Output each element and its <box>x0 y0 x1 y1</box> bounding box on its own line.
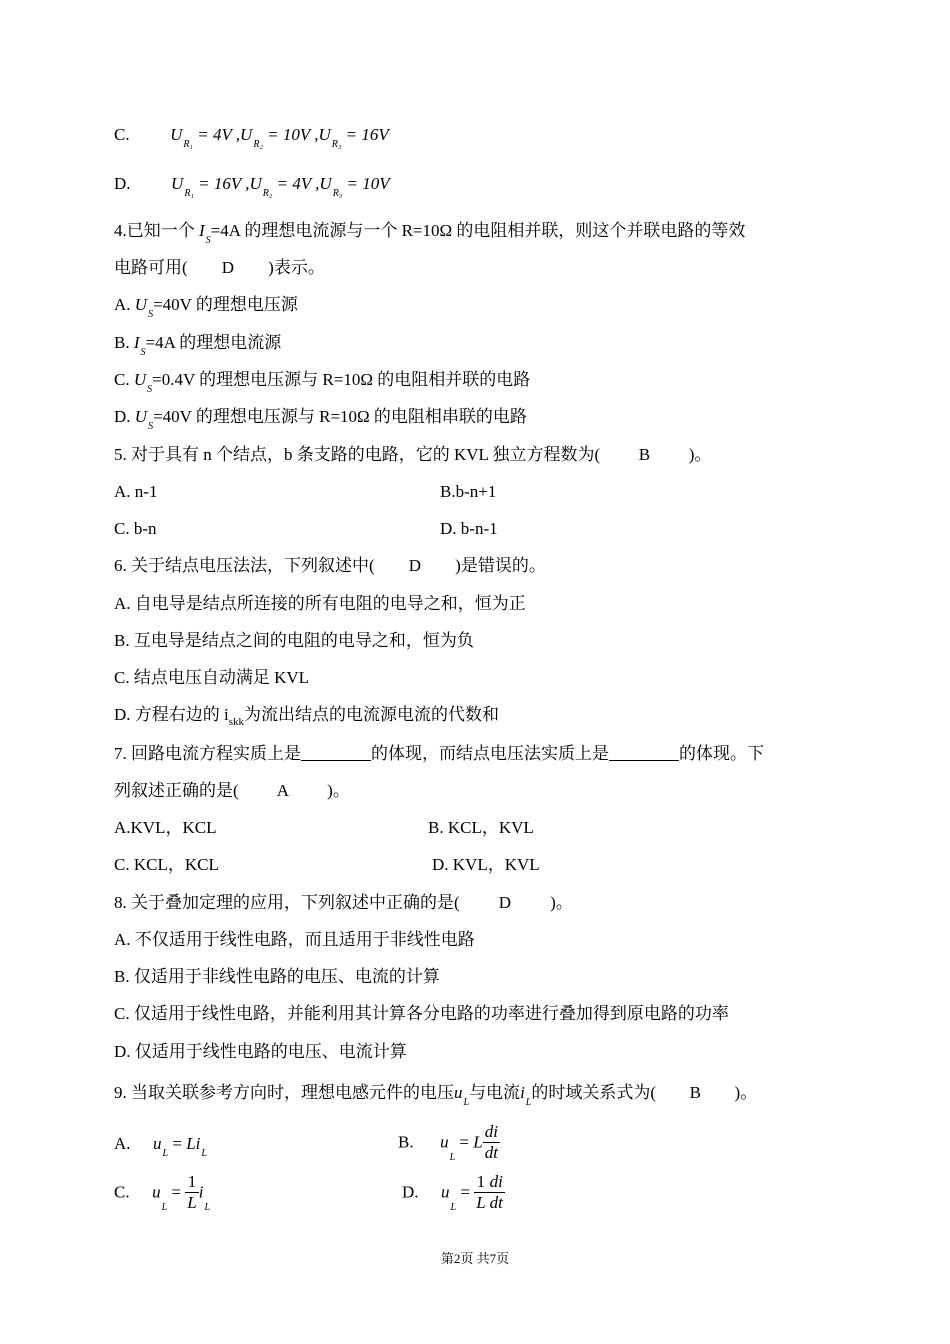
eq-sign: = <box>171 1182 181 1202</box>
q4-option-a <box>114 293 298 327</box>
q8-option-d: D. 仅适用于线性电路的电压、电流计算 <box>114 1042 407 1061</box>
fill-blank <box>609 742 679 761</box>
option-symbol: I <box>133 333 140 352</box>
q8-option-a: A. 不仅适用于线性电路，而且适用于非线性电路 <box>114 930 475 949</box>
q4-symbol: I <box>199 221 205 240</box>
option-label: C. <box>114 125 130 144</box>
option-text: =40V 的理想电压源 <box>153 295 298 314</box>
q7-option-c: C. KCL，KCL <box>114 855 219 874</box>
q9-text-a: 9. 当取关联参考方向时，理想电感元件的电压 <box>114 1083 454 1102</box>
q6-option-c: C. 结点电压自动满足 KVL <box>114 668 310 687</box>
q4-text-a: 4.已知一个 <box>114 221 195 240</box>
q6-option-d-b: 为流出结点的电流源电流的代数和 <box>244 705 500 724</box>
page-footer: 第2页 共7页 <box>440 1251 510 1266</box>
q6-text-b: )是错误的。 <box>455 556 546 575</box>
q7-answer: A <box>276 781 290 800</box>
eq-part: = 10V <box>346 174 390 193</box>
q6-option-a: A. 自电导是结点所连接的所有电阻的电导之和，恒为正 <box>114 594 526 613</box>
frac-num: 1 <box>185 1172 198 1193</box>
q9-stem <box>114 1081 757 1115</box>
fraction-di-dt <box>483 1122 500 1163</box>
q5-text-b: )。 <box>688 445 712 464</box>
q5-option-b: B.b-n+1 <box>440 482 497 501</box>
q7-text-c: 的体现。下 <box>679 744 764 763</box>
option-label: A. <box>114 295 131 314</box>
option-label: B. <box>398 1132 414 1152</box>
q8-answer: D <box>498 893 512 912</box>
q7-stem <box>114 742 764 766</box>
q7-line2-a: 列叙述正确的是( <box>114 781 239 800</box>
q5-option-a: A. n-1 <box>114 482 158 501</box>
q8-text-a: 8. 关于叠加定理的应用，下列叙述中正确的是( <box>114 893 460 912</box>
eq-sub: L <box>201 1148 207 1159</box>
option-symbol: U <box>134 407 148 426</box>
option-sub: S <box>148 309 154 320</box>
q6-stem <box>114 554 546 578</box>
q4-stem <box>114 219 745 253</box>
q3-option-d: D. $U_{R_1} = 16V$ $,U_{R_2} = 4V$ $,U_{R_3} = 10V$ <box>114 174 390 199</box>
q4-option-d <box>114 405 527 439</box>
frac-num: 1 <box>474 1172 487 1193</box>
option-text: =4A 的理想电流源 <box>145 333 282 352</box>
q5-answer: B <box>638 445 651 464</box>
eq-sign: = <box>172 1134 182 1153</box>
q4-option-b <box>114 331 281 365</box>
q9-option-d <box>402 1172 505 1218</box>
option-label: B. <box>114 333 130 352</box>
frac-den: L <box>187 1193 197 1212</box>
option-symbol: U <box>134 295 148 314</box>
option-label: D. <box>114 174 131 193</box>
eq-part: = 10V , <box>267 125 319 144</box>
eq-i: i <box>198 1182 204 1202</box>
eq-sub: L <box>162 1148 169 1159</box>
q4-answer: D <box>221 258 235 277</box>
q9-i: i <box>520 1083 525 1102</box>
option-symbol: U <box>133 370 147 389</box>
q6-option-d <box>114 703 499 734</box>
frac-den: L <box>476 1193 486 1212</box>
q6-option-b: B. 互电导是结点之间的电阻的电导之和，恒为负 <box>114 631 474 650</box>
q6-answer: D <box>408 556 422 575</box>
q9-text-b: 与电流 <box>469 1083 521 1102</box>
frac-num: di <box>484 1122 498 1141</box>
frac-num: di <box>489 1172 503 1191</box>
option-label: A. <box>114 1134 131 1153</box>
option-label: C. <box>114 370 130 389</box>
eq-part: = 4V , <box>197 125 241 144</box>
eq-li: Li <box>186 1134 201 1153</box>
q6-text-a: 6. 关于结点电压法法，下列叙述中( <box>114 556 375 575</box>
q9-sub: L <box>463 1097 470 1108</box>
q4-text-b: =4A 的理想电流源与一个 R=10Ω 的电阻相并联，则这个并联电路的等效 <box>210 221 746 240</box>
eq-sub: L <box>449 1152 456 1164</box>
option-text: =40V 的理想电压源与 R=10Ω 的电阻相串联的电路 <box>153 407 527 426</box>
q6-option-d-a: D. 方程右边的 i <box>114 705 229 724</box>
eq-L: L <box>473 1132 483 1152</box>
q4-sub: S <box>205 235 211 246</box>
q7-line2-b: )。 <box>327 781 350 800</box>
q7-stem-line2 <box>114 779 350 803</box>
eq-part: = 4V , <box>276 174 320 193</box>
q9-option-b <box>398 1122 500 1168</box>
frac-den: dt <box>484 1143 498 1162</box>
q7-text-a: 7. 回路电流方程实质上是 <box>114 744 301 763</box>
fraction-di-dt <box>488 1172 505 1213</box>
q4-option-c <box>114 368 530 402</box>
q4-line2-a: 电路可用( <box>114 258 188 277</box>
eq-sub: L <box>450 1202 457 1214</box>
q9-sub: L <box>525 1097 532 1108</box>
eq-sub: L <box>161 1202 168 1214</box>
q7-option-d: D. KVL，KVL <box>432 855 540 874</box>
q5-text-a: 5. 对于具有 n 个结点，b 条支路的电路，它的 KVL 独立方程数为( <box>114 445 601 464</box>
q9-answer: B <box>689 1083 701 1102</box>
frac-den: dt <box>489 1193 503 1212</box>
q7-text-b: 的体现，而结点电压法实质上是 <box>371 744 609 763</box>
fill-blank <box>301 742 371 761</box>
eq-u: u <box>152 1182 161 1202</box>
eq-u: u <box>440 1132 449 1152</box>
option-label: D. <box>114 407 131 426</box>
eq-sign: = <box>460 1182 470 1202</box>
q9-text-c: 的时域关系式为( <box>531 1083 657 1102</box>
q8-option-c: C. 仅适用于线性电路，并能利用其计算各分电路的功率进行叠加得到原电路的功率 <box>114 1004 729 1023</box>
q9-u: u <box>454 1083 463 1102</box>
eq-u: u <box>153 1134 162 1153</box>
q9-text-d: )。 <box>734 1083 758 1102</box>
fraction-1-L <box>185 1172 198 1213</box>
option-sub: S <box>148 421 154 432</box>
option-sub: S <box>147 384 153 395</box>
eq-u: u <box>441 1182 450 1202</box>
q8-stem <box>114 891 573 915</box>
q8-text-b: )。 <box>550 893 573 912</box>
q9-option-c <box>114 1172 210 1218</box>
q5-stem <box>114 443 711 467</box>
q3-option-c: C. $U_{R_1} = 4V$ $,U_{R_2} = 10V$ $,U_{R_3} = 16V$ <box>114 125 389 150</box>
eq-part: = 16V , <box>198 174 250 193</box>
fraction-1-L <box>474 1172 487 1213</box>
eq-sub: L <box>204 1202 211 1214</box>
q8-option-b: B. 仅适用于非线性电路的电压、电流的计算 <box>114 967 440 986</box>
option-label: D. <box>402 1182 419 1202</box>
q6-option-d-sub: skk <box>228 716 245 728</box>
q4-stem-line2 <box>114 256 325 280</box>
option-sub: S <box>140 347 146 358</box>
q7-option-b: B. KCL，KVL <box>428 818 534 837</box>
eq-sign: = <box>459 1132 469 1152</box>
q5-option-c: C. b-n <box>114 519 157 538</box>
q7-option-a: A.KVL，KCL <box>114 818 217 837</box>
option-label: C. <box>114 1182 130 1202</box>
q5-option-d: D. b-n-1 <box>440 519 498 538</box>
q4-line2-b: )表示。 <box>268 258 325 277</box>
q9-option-a <box>114 1132 207 1166</box>
eq-part: = 16V <box>345 125 389 144</box>
option-text: =0.4V 的理想电压源与 R=10Ω 的电阻相并联的电路 <box>152 370 531 389</box>
